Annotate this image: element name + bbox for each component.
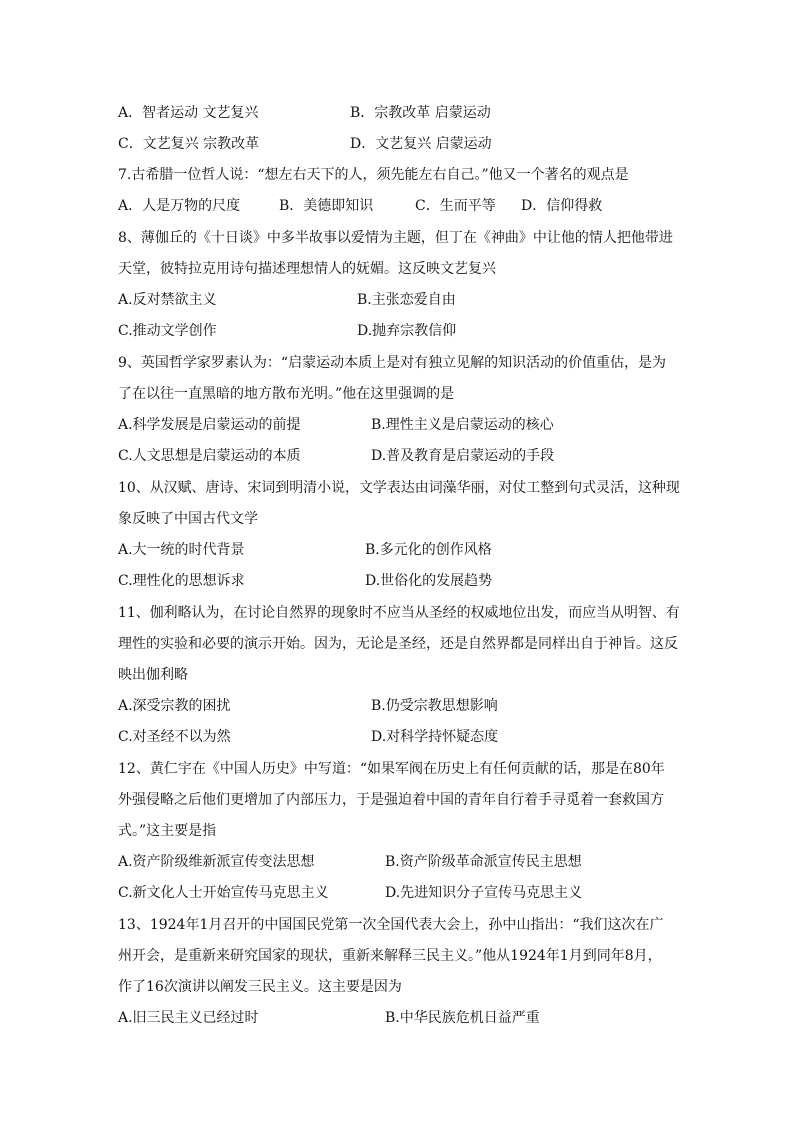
q12-stem-line-2: 外强侵略之后他们更增加了内部压力，于是强迫着中国的青年自行着手寻觅着一套救国方 [118,792,664,808]
q6-option-d: D．文艺复兴 启蒙运动 [350,136,492,152]
q9-option-d: D.普及教育是启蒙运动的手段 [371,448,555,464]
q12-stem-line-1: 12、黄仁宇在《中国人历史》中写道：“如果军阀在历史上有任何贡献的话，那是在80年 [118,761,665,777]
q11-stem-line-2: 理性的实验和必要的演示开始。因为，无论是圣经，还是自然界都是同样出自于神旨。这反 [118,636,678,652]
q13-stem-line-2: 州开会，是重新来研究国家的现状，重新来解释三民主义。”他从1924年1月到同年8月， [118,948,662,964]
q7-option-c: C．生而平等 [415,198,496,214]
q12-option-b: B.资产阶级革命派宣传民主思想 [385,854,582,870]
q13-stem-line-1: 13、1924年1月召开的中国国民党第一次全国代表大会上，孙中山指出：“我们这次在广 [118,917,664,933]
q12-option-a: A.资产阶级维新派宣传变法思想 [118,854,315,870]
q9-stem-line-1: 9、英国哲学家罗素认为：“启蒙运动本质上是对有独立见解的知识活动的价值重估，是为 [118,355,667,371]
q12-option-c: C.新文化人士开始宣传马克思主义 [118,885,329,901]
q6-option-a: A．智者运动 文艺复兴 [118,105,259,121]
q8-option-b: B.主张恋爱自由 [357,292,456,308]
q8-stem-line-1: 8、薄伽丘的《十日谈》中多半故事以爱情为主题，但丁在《神曲》中让他的情人把他带进 [118,230,673,246]
q8-stem-line-2: 天堂，彼特拉克用诗句描述理想情人的妩媚。这反映文艺复兴 [118,261,496,277]
q7-stem: 7.古希腊一位哲人说：“想左右天下的人，须先能左右自己。”他又一个著名的观点是 [118,167,629,183]
q12-option-d: D.先进知识分子宣传马克思主义 [385,885,583,901]
q8-option-d: D.抛弃宗教信仰 [357,323,457,339]
q6-option-b: B．宗教改革 启蒙运动 [350,105,491,121]
q6-option-c: C．文艺复兴 宗教改革 [118,136,260,152]
q11-option-d: D.对科学持怀疑态度 [371,729,499,745]
q11-option-c: C.对圣经不以为然 [118,729,231,745]
q9-option-c: C.人文思想是启蒙运动的本质 [118,448,301,464]
q11-stem-line-1: 11、伽利略认为，在讨论自然界的现象时不应当从圣经的权威地位出发，而应当从明智、有 [118,605,680,621]
q9-option-a: A.科学发展是启蒙运动的前提 [118,417,301,433]
q13-option-b: B.中华民族危机日益严重 [385,1010,540,1026]
q9-stem-line-2: 了在以往一直黑暗的地方散布光明。”他在这里强调的是 [118,386,455,402]
q7-option-b: B．美德即知识 [279,198,374,214]
q10-option-c: C.理性化的思想诉求 [118,573,245,589]
q11-stem-line-3: 映出伽利略 [118,667,188,683]
q13-stem-line-3: 作了16次演讲以阐发三民主义。这主要是因为 [118,979,402,995]
q13-option-a: A.旧三民主义已经过时 [118,1010,259,1026]
q10-stem-line-1: 10、从汉赋、唐诗、宋词到明清小说，文学表达由词藻华丽，对仗工整到句式灵活，这种现 [118,480,680,496]
q10-option-b: B.多元化的创作风格 [365,542,492,558]
q8-option-c: C.推动文学创作 [118,323,217,339]
q11-option-b: B.仍受宗教思想影响 [371,698,498,714]
q10-option-d: D.世俗化的发展趋势 [365,573,493,589]
q7-option-d: D．信仰得救 [521,198,603,214]
q10-stem-line-2: 象反映了中国古代文学 [118,511,258,527]
q10-option-a: A.大一统的时代背景 [118,542,245,558]
q12-stem-line-3: 式。”这主要是指 [118,823,217,839]
q11-option-a: A.深受宗教的困扰 [118,698,231,714]
q7-option-a: A．人是万物的尺度 [118,198,241,214]
q9-option-b: B.理性主义是启蒙运动的核心 [371,417,554,433]
q8-option-a: A.反对禁欲主义 [118,292,217,308]
